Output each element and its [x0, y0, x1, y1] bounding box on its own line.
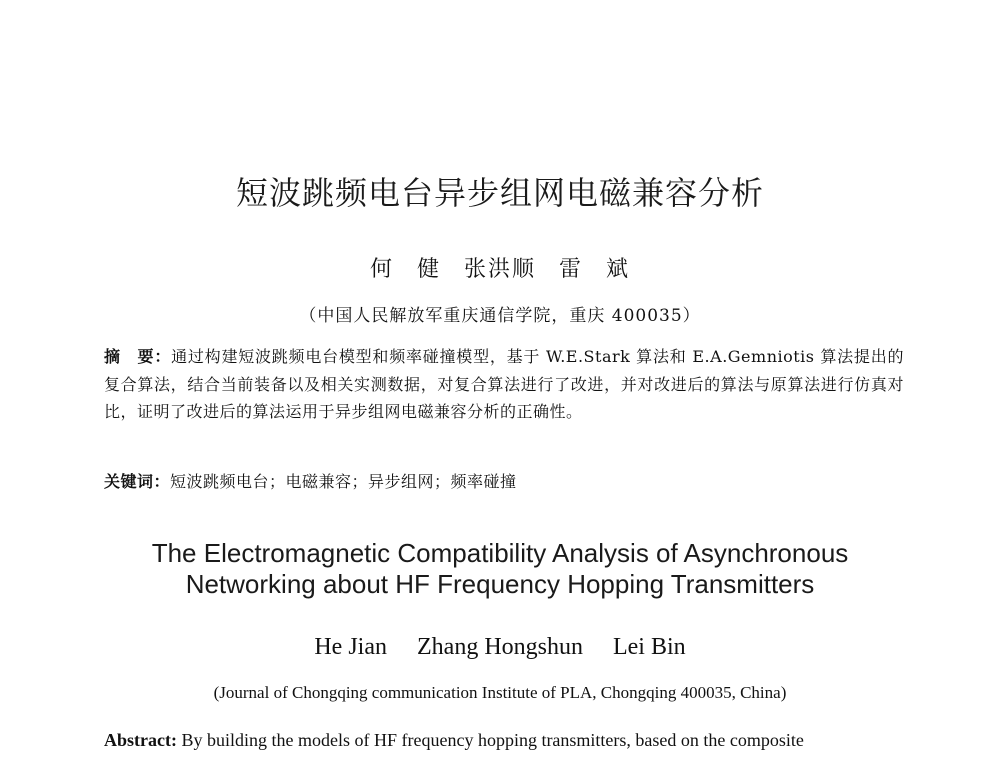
english-author-2: Zhang Hongshun — [417, 634, 583, 660]
chinese-author-2: 张洪顺 — [463, 257, 536, 282]
chinese-abstract — [104, 343, 904, 426]
english-affiliation: (Journal of Chongqing communication Institute of PLA, Chongqing 400035, China) — [213, 683, 787, 702]
english-title — [0, 538, 1000, 600]
chinese-keywords — [104, 468, 904, 495]
english-author-1: He Jian — [314, 634, 387, 660]
chinese-author-3: 雷 斌 — [559, 257, 630, 282]
english-author-3: Lei Bin — [612, 634, 686, 660]
chinese-title: 短波跳频电台异步组网电磁兼容分析 — [235, 174, 764, 212]
english-abstract — [104, 728, 910, 752]
chinese-abstract-label: 摘 要： — [104, 347, 172, 366]
chinese-keywords-label: 关键词： — [104, 472, 171, 491]
chinese-affiliation: （中国人民解放军重庆通信学院，重庆 400035） — [299, 306, 701, 326]
english-authors — [0, 634, 1000, 661]
chinese-author-1: 何 健 — [369, 257, 441, 282]
chinese-authors — [0, 252, 1000, 283]
english-abstract-label: Abstract: — [104, 730, 177, 750]
english-abstract-text: By building the models of HF frequency hopping transmitters, based on the composite — [181, 730, 804, 750]
english-title-line-2: Networking about HF Frequency Hopping Transmitters — [185, 569, 815, 599]
english-title-line-1: The Electromagnetic Compatibility Analysis of Asynchronous — [151, 538, 849, 568]
chinese-abstract-text: 通过构建短波跳频电台模型和频率碰撞模型，基于 W.E.Stark 算法和 E.A.Gemniotis 算法提出的复合算法，结合当前装备以及相关实测数据，对复合算法进行了改进，并对改进后的算法与原算法进行仿真对比，证明了改进后的算法运用于异步组网电磁兼容分析的正确性。 — [104, 347, 904, 421]
chinese-keywords-text: 短波跳频电台；电磁兼容；异步组网；频率碰撞 — [170, 472, 517, 491]
